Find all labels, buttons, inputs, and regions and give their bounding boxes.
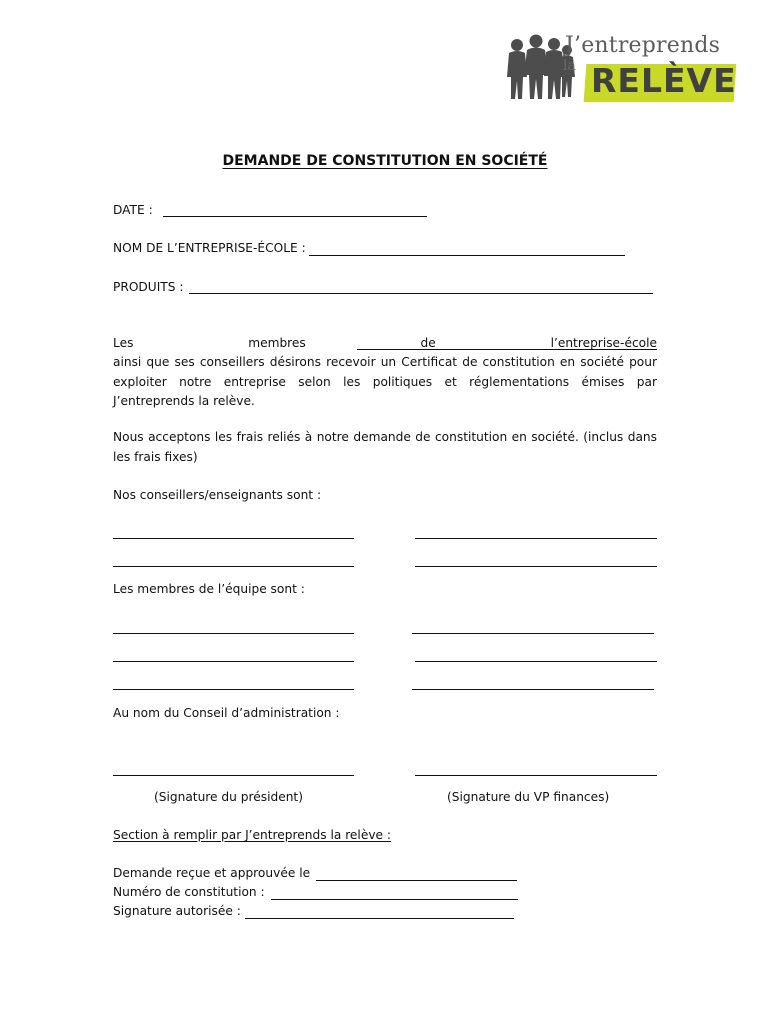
team-line-1[interactable] bbox=[113, 633, 354, 634]
logo-small-text: la bbox=[563, 58, 576, 74]
vp-finance-signature-line[interactable] bbox=[415, 775, 657, 776]
jentreprends-logo bbox=[503, 33, 735, 105]
advisor-line-3[interactable] bbox=[113, 566, 354, 567]
company-name-field[interactable] bbox=[309, 255, 625, 256]
constitution-number-label: Numéro de constitution : bbox=[113, 885, 265, 899]
products-field[interactable] bbox=[189, 293, 653, 294]
authorized-signature-field[interactable] bbox=[245, 918, 514, 919]
received-date-field[interactable] bbox=[316, 880, 517, 881]
logo-top-text: J’entreprends bbox=[565, 33, 721, 58]
board-label: Au nom du Conseil d’administration : bbox=[113, 706, 340, 720]
authorized-signature-label: Signature autorisée : bbox=[113, 904, 241, 918]
advisor-line-1[interactable] bbox=[113, 538, 354, 539]
school-company-field[interactable] bbox=[357, 349, 657, 350]
constitution-number-field[interactable] bbox=[271, 899, 518, 900]
members-intro-text: Les membres de l’entreprise-école bbox=[113, 336, 657, 350]
date-field[interactable] bbox=[163, 216, 427, 217]
advisors-label: Nos conseillers/enseignants sont : bbox=[113, 488, 322, 502]
members-paragraph: ainsi que ses conseillers désirons recevoir un Certificat de constitution en société pour exploiter notre entreprise selon les politiques et réglementations émises par J’entreprends la relève. bbox=[113, 355, 657, 408]
team-line-6[interactable] bbox=[412, 689, 654, 690]
team-line-4[interactable] bbox=[415, 661, 657, 662]
date-label: DATE : bbox=[113, 203, 153, 217]
office-section-heading: Section à remplir par J’entreprends la relève : bbox=[113, 828, 392, 842]
products-label: PRODUITS : bbox=[113, 280, 184, 294]
logo-big-text: RELÈVE bbox=[591, 61, 737, 100]
team-line-3[interactable] bbox=[113, 661, 354, 662]
advisor-line-2[interactable] bbox=[415, 538, 657, 539]
team-label: Les membres de l’équipe sont : bbox=[113, 582, 305, 596]
page-title: DEMANDE DE CONSTITUTION EN SOCIÉTÉ bbox=[222, 153, 548, 169]
received-label: Demande reçue et approuvée le bbox=[113, 866, 311, 880]
president-signature-caption: (Signature du président) bbox=[154, 790, 303, 804]
company-name-label: NOM DE L’ENTREPRISE-ÉCOLE : bbox=[113, 241, 306, 255]
president-signature-line[interactable] bbox=[113, 775, 354, 776]
members-paragraph-intro bbox=[113, 334, 657, 354]
team-line-2[interactable] bbox=[412, 633, 654, 634]
vp-finance-signature-caption: (Signature du VP finances) bbox=[447, 790, 610, 804]
team-line-5[interactable] bbox=[113, 689, 354, 690]
fees-paragraph: Nous acceptons les frais reliés à notre demande de constitution en société. (inclus dans les frais fixes) bbox=[113, 430, 657, 464]
advisor-line-4[interactable] bbox=[415, 566, 657, 567]
